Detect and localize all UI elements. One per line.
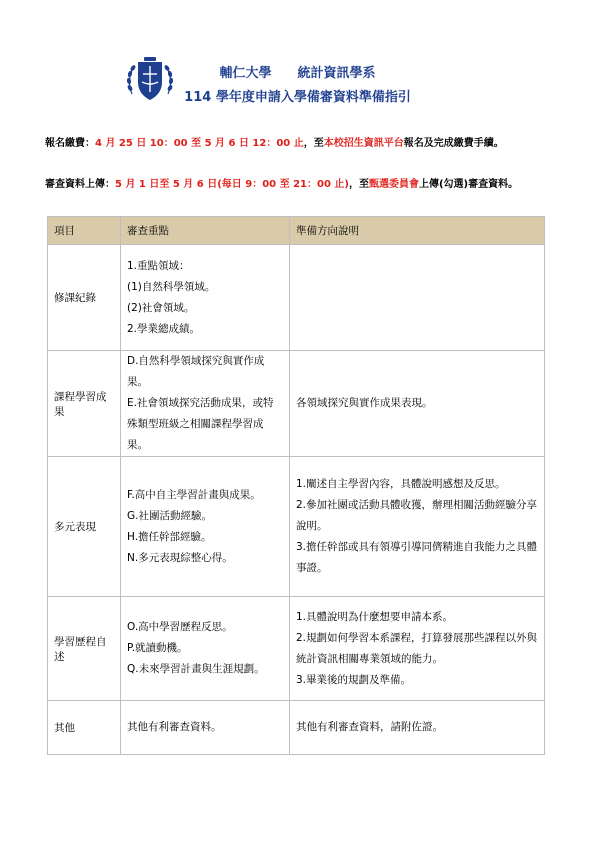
focus-line: F.高中自主學習計畫與成果。 <box>127 488 261 501</box>
guide-line: 其他有利審查資料，請附佐證。 <box>296 721 443 733</box>
focus-line: E.社會領域探究活動成果，或特殊類型班級之相關課程學習成果。 <box>127 397 274 451</box>
upload-committee: 甄選委員會 <box>368 179 419 190</box>
guide-title: 114 學年度申請入學備審資料準備指引 <box>184 90 411 105</box>
table-header-row <box>48 217 545 245</box>
department-name: 統計資訊學系 <box>297 66 376 81</box>
item-cell: 課程學習成果 <box>48 351 121 457</box>
focus-line: D.自然科學領域探究與實作成果。 <box>127 355 265 388</box>
guide-cell <box>290 245 545 351</box>
guide-cell <box>290 597 545 701</box>
focus-line: N.多元表現綜整心得。 <box>127 551 233 564</box>
guide-line: 2.參加社團或活動具體收獲，辦理相關活動經驗分享說明。 <box>296 499 538 532</box>
registration-period: 4 月 25 日 10：00 至 5 月 6 日 12：00 止 <box>95 138 304 149</box>
focus-line: 1.重點領域： <box>127 259 190 272</box>
guide-cell <box>290 351 545 457</box>
guide-cell <box>290 457 545 597</box>
upload-label: 審查資料上傳： <box>45 179 115 190</box>
university-name: 輔仁大學 <box>219 66 272 81</box>
registration-tail: 報名及完成繳費手續。 <box>403 138 504 149</box>
guide-line: 1.闡述自主學習內容，具體說明感想及反思。 <box>296 478 506 490</box>
upload-period: 5 月 1 日至 5 月 6 日(每日 9：00 至 21：00 止) <box>115 179 349 190</box>
table-row <box>48 351 545 457</box>
upload-notice <box>45 175 518 190</box>
table-row <box>48 457 545 597</box>
registration-platform: 本校招生資訊平台 <box>323 138 404 149</box>
focus-line: 其他有利審查資料。 <box>127 721 222 733</box>
upload-mid: ，至 <box>348 179 369 190</box>
focus-line: G.社團活動經驗。 <box>127 509 212 522</box>
focus-cell <box>121 351 290 457</box>
guide-line: 1.具體說明為什麼想要申請本系。 <box>296 610 454 623</box>
focus-line: 2.學業總成績。 <box>127 322 201 335</box>
focus-line: O.高中學習歷程反思。 <box>127 621 233 633</box>
registration-label: 報名繳費： <box>45 138 95 149</box>
focus-line: (2)社會領域。 <box>127 301 195 314</box>
focus-line: (1)自然科學領域。 <box>127 280 216 293</box>
guide-line: 3.擔任幹部或具有領導引導同儕精進自我能力之具體事證。 <box>296 541 538 574</box>
focus-cell <box>121 597 290 701</box>
registration-mid: ，至 <box>303 138 324 149</box>
column-header: 審查重點 <box>121 217 290 245</box>
guide-line: 各領域探究與實作成果表現。 <box>296 397 433 409</box>
guide-cell <box>290 701 545 755</box>
table-row <box>48 701 545 755</box>
focus-cell <box>121 245 290 351</box>
column-header: 項目 <box>48 217 121 245</box>
item-cell: 修課紀錄 <box>48 245 121 351</box>
table-row <box>48 597 545 701</box>
focus-line: Q.未來學習計畫與生涯規劃。 <box>127 663 265 675</box>
item-cell: 多元表現 <box>48 457 121 597</box>
focus-cell <box>121 701 290 755</box>
focus-cell <box>121 457 290 597</box>
review-table <box>47 216 545 755</box>
registration-notice <box>45 134 504 149</box>
header-title <box>0 62 595 81</box>
focus-line: P.就讀動機。 <box>127 642 188 654</box>
upload-tail: 上傳(勾選)審查資料。 <box>418 179 519 190</box>
column-header: 準備方向說明 <box>290 217 545 245</box>
guide-line: 2.規劃如何學習本系課程，打算發展那些課程以外與統計資訊相關專業領域的能力。 <box>296 631 538 665</box>
guide-line: 3.畢業後的規劃及準備。 <box>296 673 412 686</box>
item-cell: 學習歷程自述 <box>48 597 121 701</box>
focus-line: H.擔任幹部經驗。 <box>127 530 212 543</box>
item-cell: 其他 <box>48 701 121 755</box>
table-row <box>48 245 545 351</box>
